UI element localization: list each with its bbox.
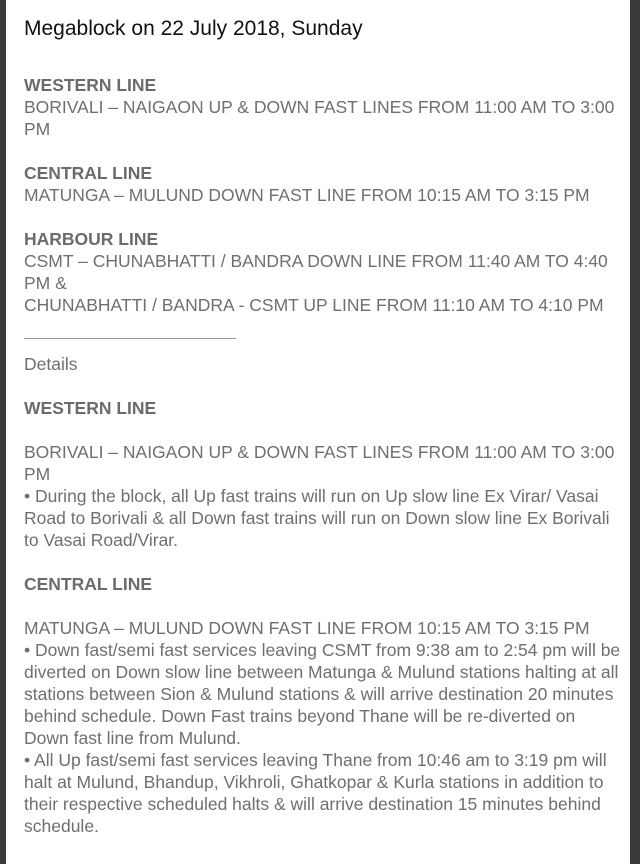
summary-line-text: CHUNABHATTI / BANDRA - CSMT UP LINE FROM 11:10 AM TO 4:10 PM: [24, 295, 604, 315]
summary-line-text: BORIVALI – NAIGAON UP & DOWN FAST LINES FROM 11:00 AM TO 3:00 PM: [24, 97, 615, 139]
summary-line-text: CSMT – CHUNABHATTI / BANDRA DOWN LINE FROM 11:40 AM TO 4:40 PM &: [24, 251, 608, 293]
details-paragraph: BORIVALI – NAIGAON UP & DOWN FAST LINES FROM 11:00 AM TO 3:00 PM: [24, 442, 615, 484]
summary-line-heading: CENTRAL LINE: [24, 163, 153, 183]
details-bullet: • During the block, all Up fast trains will run on Up slow line Ex Virar/ Vasai Road to Borivali & all Down fast trains will run on Down slow line Ex Borivali to Vasai Road/Virar.: [24, 486, 610, 550]
announcement-card: [6, 0, 630, 864]
details-label: Details: [24, 354, 78, 374]
summary-line-heading: HARBOUR LINE: [24, 229, 159, 249]
page-title: Megablock on 22 July 2018, Sunday: [24, 17, 363, 40]
details-bullet: • Down fast/semi fast services leaving CSMT from 9:38 am to 2:54 pm will be diverted on Down slow line between Matunga & Mulund stations halting at all stations between Sion & Mulund stations & will arrive destination 20 minutes behind schedule. Down Fast trains beyond Thane will be re-diverted on Down fast line from Mulund.: [24, 640, 621, 748]
details-western-body: [24, 441, 624, 551]
details-bullet: • All Up fast/semi fast services leaving Thane from 10:46 am to 3:19 pm will halt at Mulund, Bhandup, Vikhroli, Ghatkopar & Kurla stations in addition to their respective scheduled halts & will arrive destination 15 minutes behind schedule.: [24, 750, 607, 836]
details-western-heading: WESTERN LINE: [24, 398, 157, 418]
details-central-heading: CENTRAL LINE: [24, 574, 153, 594]
announcement-content: [24, 16, 624, 859]
summary-line-heading: WESTERN LINE: [24, 75, 157, 95]
details-central-body: [24, 617, 624, 837]
details-paragraph: MATUNGA – MULUND DOWN FAST LINE FROM 10:15 AM TO 3:15 PM: [24, 618, 590, 638]
summary-western: [24, 74, 624, 140]
section-divider: [24, 338, 236, 339]
summary-line-text: MATUNGA – MULUND DOWN FAST LINE FROM 10:15 AM TO 3:15 PM: [24, 185, 590, 205]
summary-harbour: [24, 228, 624, 316]
summary-central: [24, 162, 624, 206]
